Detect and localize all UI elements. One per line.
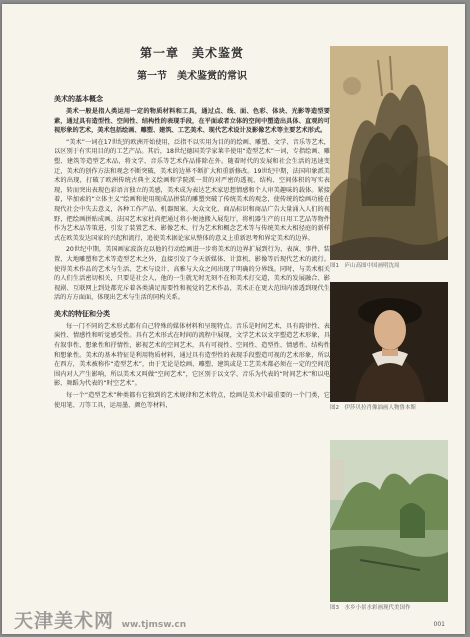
watermark — [14, 606, 186, 633]
portrait-painting-image — [330, 282, 448, 402]
paragraph-features: 每一门不同的艺术形式都有自己特殊的媒体材料和呈现特点。音乐是时间艺术，具有韵律性、表演性、情感性和听觉感受性。具有艺术形式在时间的流程中展现，文学艺术以文字塑造艺术形象，具有叙事性、想象性和抒情性，影视艺术的空间艺术，具有可视性、空间性、造型性、情感性、结构性和想象性。美术的基本特征是利用物质材料，通过具有造型性的表现手段塑造可视的艺术形象，所以在西方，美术被称作“造型艺术”，由于无论是绘画、雕塑、建筑或是工艺美术都必须在一定的空间范围内对人产生影响，所以美术又叫做“空间艺术”，它区别于以文学、音乐为代表的“时间艺术”和以电影、舞蹈为代表的“时空艺术”。 — [54, 322, 330, 388]
paragraph-history: “美术”一词在17世纪的欧洲开始使用，泛指不以实用为目的的绘画、雕塑、文学、音乐等艺术，以区别于有实用目的的工艺产品。其后，18世纪德国美学家莱辛使用“造型艺术”一词，专指绘画、雕塑、建筑等造型艺术品，将文学、音乐等艺术作品排除在外。随着时代的发展和社会生活的迅速变迁，美术的创作方法和观念不断突破，美术的边界不断扩大和重新修改。19世纪中期，法国印象派美术的出现，打破了欧洲传统古典主义绘画和学院派一贯的对严密的透视、结构、空间体积的写实表现，转而突出表现色彩语言独立的美感，美术成为表达艺术家思想情感和个人审美趣味的载体。紧接着，毕加索的“立体主义”绘画和使用现成品拼装的雕塑突破了传统美术的观念，使传统的绘画功能在现代社会中失去意义，各种工作产品、机器图案、大众文化、商品标识和商品广告大量涌入人们的视野，把绘画拼贴成画。法国艺术家杜尚把通过将小便池搬入展览厅，将机器生产的日用工艺品等物件作为艺术品等策进，引发了装置艺术、影像艺术、行为艺术和概念艺术等与传统美术大相径庭的新样式在欧美发达国家的兴起和流行，追使美术据论家从整体的意义上重新思考和界定美术的边界。 — [54, 138, 330, 242]
section-title: 第一节 美术鉴赏的常识 — [137, 71, 247, 82]
watermark-chinese: 天津美术网 — [14, 610, 115, 632]
figure-2-caption: 图2 伊莎贝拉肖像油画人物鲁本斯 — [330, 405, 417, 411]
watercolor-painting-image — [330, 440, 448, 602]
page-number: 001 — [433, 621, 445, 628]
figure-2 — [330, 282, 448, 412]
heading-features: 美术的特征和分类 — [54, 309, 110, 318]
chapter-title: 第一章 美术鉴赏 — [139, 46, 244, 60]
heading-basic-concept: 美术的基本概念 — [54, 95, 103, 103]
paragraph-definition: 美术一般是指人类运用一定的物质材料和工具，通过点、线、面、色彩、体块、光影等造型要素，通过具有造型性、空间性、结构性的表现手段，在平面或者立体的空间中塑造出具体、直观的可视形象的艺术，美术包括绘画、雕塑、建筑、工艺美术、现代艺术设计及影像艺术等主要艺术形式。 — [54, 108, 330, 135]
watermark-url: ww.tjmsw.cn — [121, 620, 187, 630]
figure-3-caption: 图3 水乡小景水彩画现代美国作 — [330, 605, 411, 611]
paragraph-20th-century: 20世纪中期，美国画家波洛克以他的行动绘画进一步将美术的边界扩展到行为、表演、事件、装置、大地雕塑和艺术等造型艺术之外，直接引发了今天新媒体、计算机、影像等后现代艺术的流行。使得美术作品的艺术与生活、艺术与设计、高雅与大众之间出现了明确的分界线。同时，与美术相关的人们生活密切相关，只要是社会人，他的一生就无时无刻不在和美术打交道，美术的发展融合、影视剧、互联网上到处都充斥着各类满足需要性和视觉的艺术作品，美术正在更大范围内渗透到现代生活的方方面面，体现出艺术与生活的同构关系。 — [54, 246, 330, 302]
paragraph-painting: 每一个“造型艺术”种类都有它独到的艺术规律和艺术特点，绘画是美术中最重要的一个门类，它使用笔、刀等工具，运用墨、颜色等材料， — [54, 392, 330, 409]
text-column — [54, 44, 330, 412]
figure-1 — [330, 46, 448, 270]
figure-1-caption: 图1 庐山高图中国画明沈周 — [330, 263, 400, 269]
book-page — [2, 4, 465, 634]
landscape-painting-image — [330, 46, 448, 260]
figure-3 — [330, 440, 448, 612]
